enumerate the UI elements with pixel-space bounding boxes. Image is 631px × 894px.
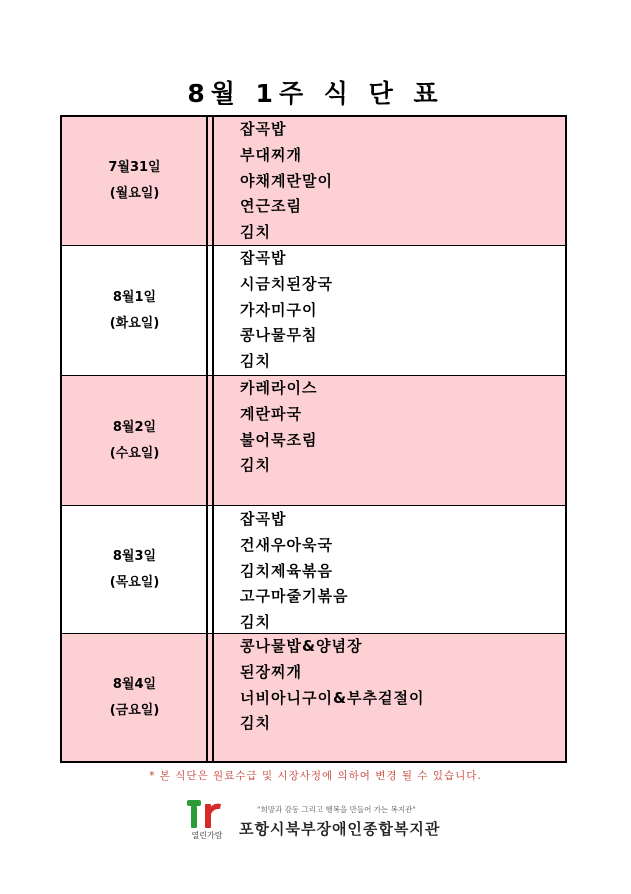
dish-item: 잡곡밥 (240, 510, 287, 528)
dish-list (240, 117, 333, 246)
dish-item: 김치 (240, 352, 271, 371)
dish-item: 카레라이스 (240, 379, 318, 397)
day-weekday: (목요일) (109, 574, 160, 590)
day-cell (62, 506, 207, 633)
organization-slogan: "희망과 감동 그리고 행복을 만들어 가는 복지관" (257, 805, 416, 814)
dish-item: 잡곡밥 (240, 120, 287, 138)
day-date: 8월2일 (112, 419, 157, 435)
dish-item: 잡곡밥 (240, 249, 287, 267)
organization-logo-icon (187, 796, 227, 830)
dish-list (240, 634, 424, 737)
day-date: 8월1일 (112, 289, 157, 305)
dish-item: 가자미구이 (240, 300, 318, 319)
dish-list (240, 507, 348, 636)
dish-item: 야채계란말이 (240, 171, 333, 190)
dish-item: 너비아니구이&부추겉절이 (240, 688, 425, 707)
day-cell (62, 376, 207, 505)
dish-item: 김치 (240, 223, 271, 242)
dish-item: 시금치된장국 (240, 274, 333, 293)
dish-list (240, 376, 317, 479)
day-date: 8월4일 (112, 676, 157, 692)
dish-item: 연근조림 (240, 197, 302, 216)
organization-name: 포항시북부장애인종합복지관 (239, 820, 441, 838)
dish-item: 김치 (240, 456, 271, 475)
column-divider (212, 117, 214, 761)
dish-item: 콩나물밥&양념장 (240, 637, 363, 655)
day-row-wednesday (62, 376, 565, 506)
day-cell (62, 634, 207, 761)
dish-item: 김치 (240, 613, 271, 632)
menu-notice: * 본 식단은 원료수급 및 시장사정에 의하여 변경 될 수 있습니다. (149, 770, 482, 782)
dish-item: 고구마줄기볶음 (240, 587, 349, 606)
day-weekday: (월요일) (109, 186, 160, 201)
day-date: 8월3일 (112, 548, 157, 564)
logo-caption: 열린가람 (191, 831, 223, 840)
dish-item: 불어묵조림 (240, 430, 318, 449)
day-weekday: (금요일) (109, 702, 160, 718)
dish-item: 부대찌개 (240, 145, 302, 164)
day-row-friday (62, 634, 565, 761)
dish-item: 계란파국 (240, 404, 302, 423)
day-row-tuesday (62, 246, 565, 376)
dish-item: 된장찌개 (240, 662, 302, 681)
dish-item: 건새우아욱국 (240, 535, 333, 554)
day-row-monday (62, 117, 565, 246)
day-weekday: (수요일) (109, 445, 160, 461)
day-cell (62, 117, 207, 245)
column-divider (206, 117, 208, 761)
footer-logo (187, 796, 447, 846)
day-cell (62, 246, 207, 375)
day-date: 7월31일 (108, 160, 161, 175)
dish-list (240, 246, 333, 375)
menu-table (60, 115, 567, 763)
day-weekday: (화요일) (109, 315, 160, 331)
dish-item: 김치 (240, 714, 271, 733)
day-row-thursday (62, 506, 565, 634)
page-title: 8월 1주 식 단 표 (187, 79, 444, 108)
dish-item: 콩나물무침 (240, 326, 318, 345)
dish-item: 김치제육볶음 (240, 561, 333, 580)
